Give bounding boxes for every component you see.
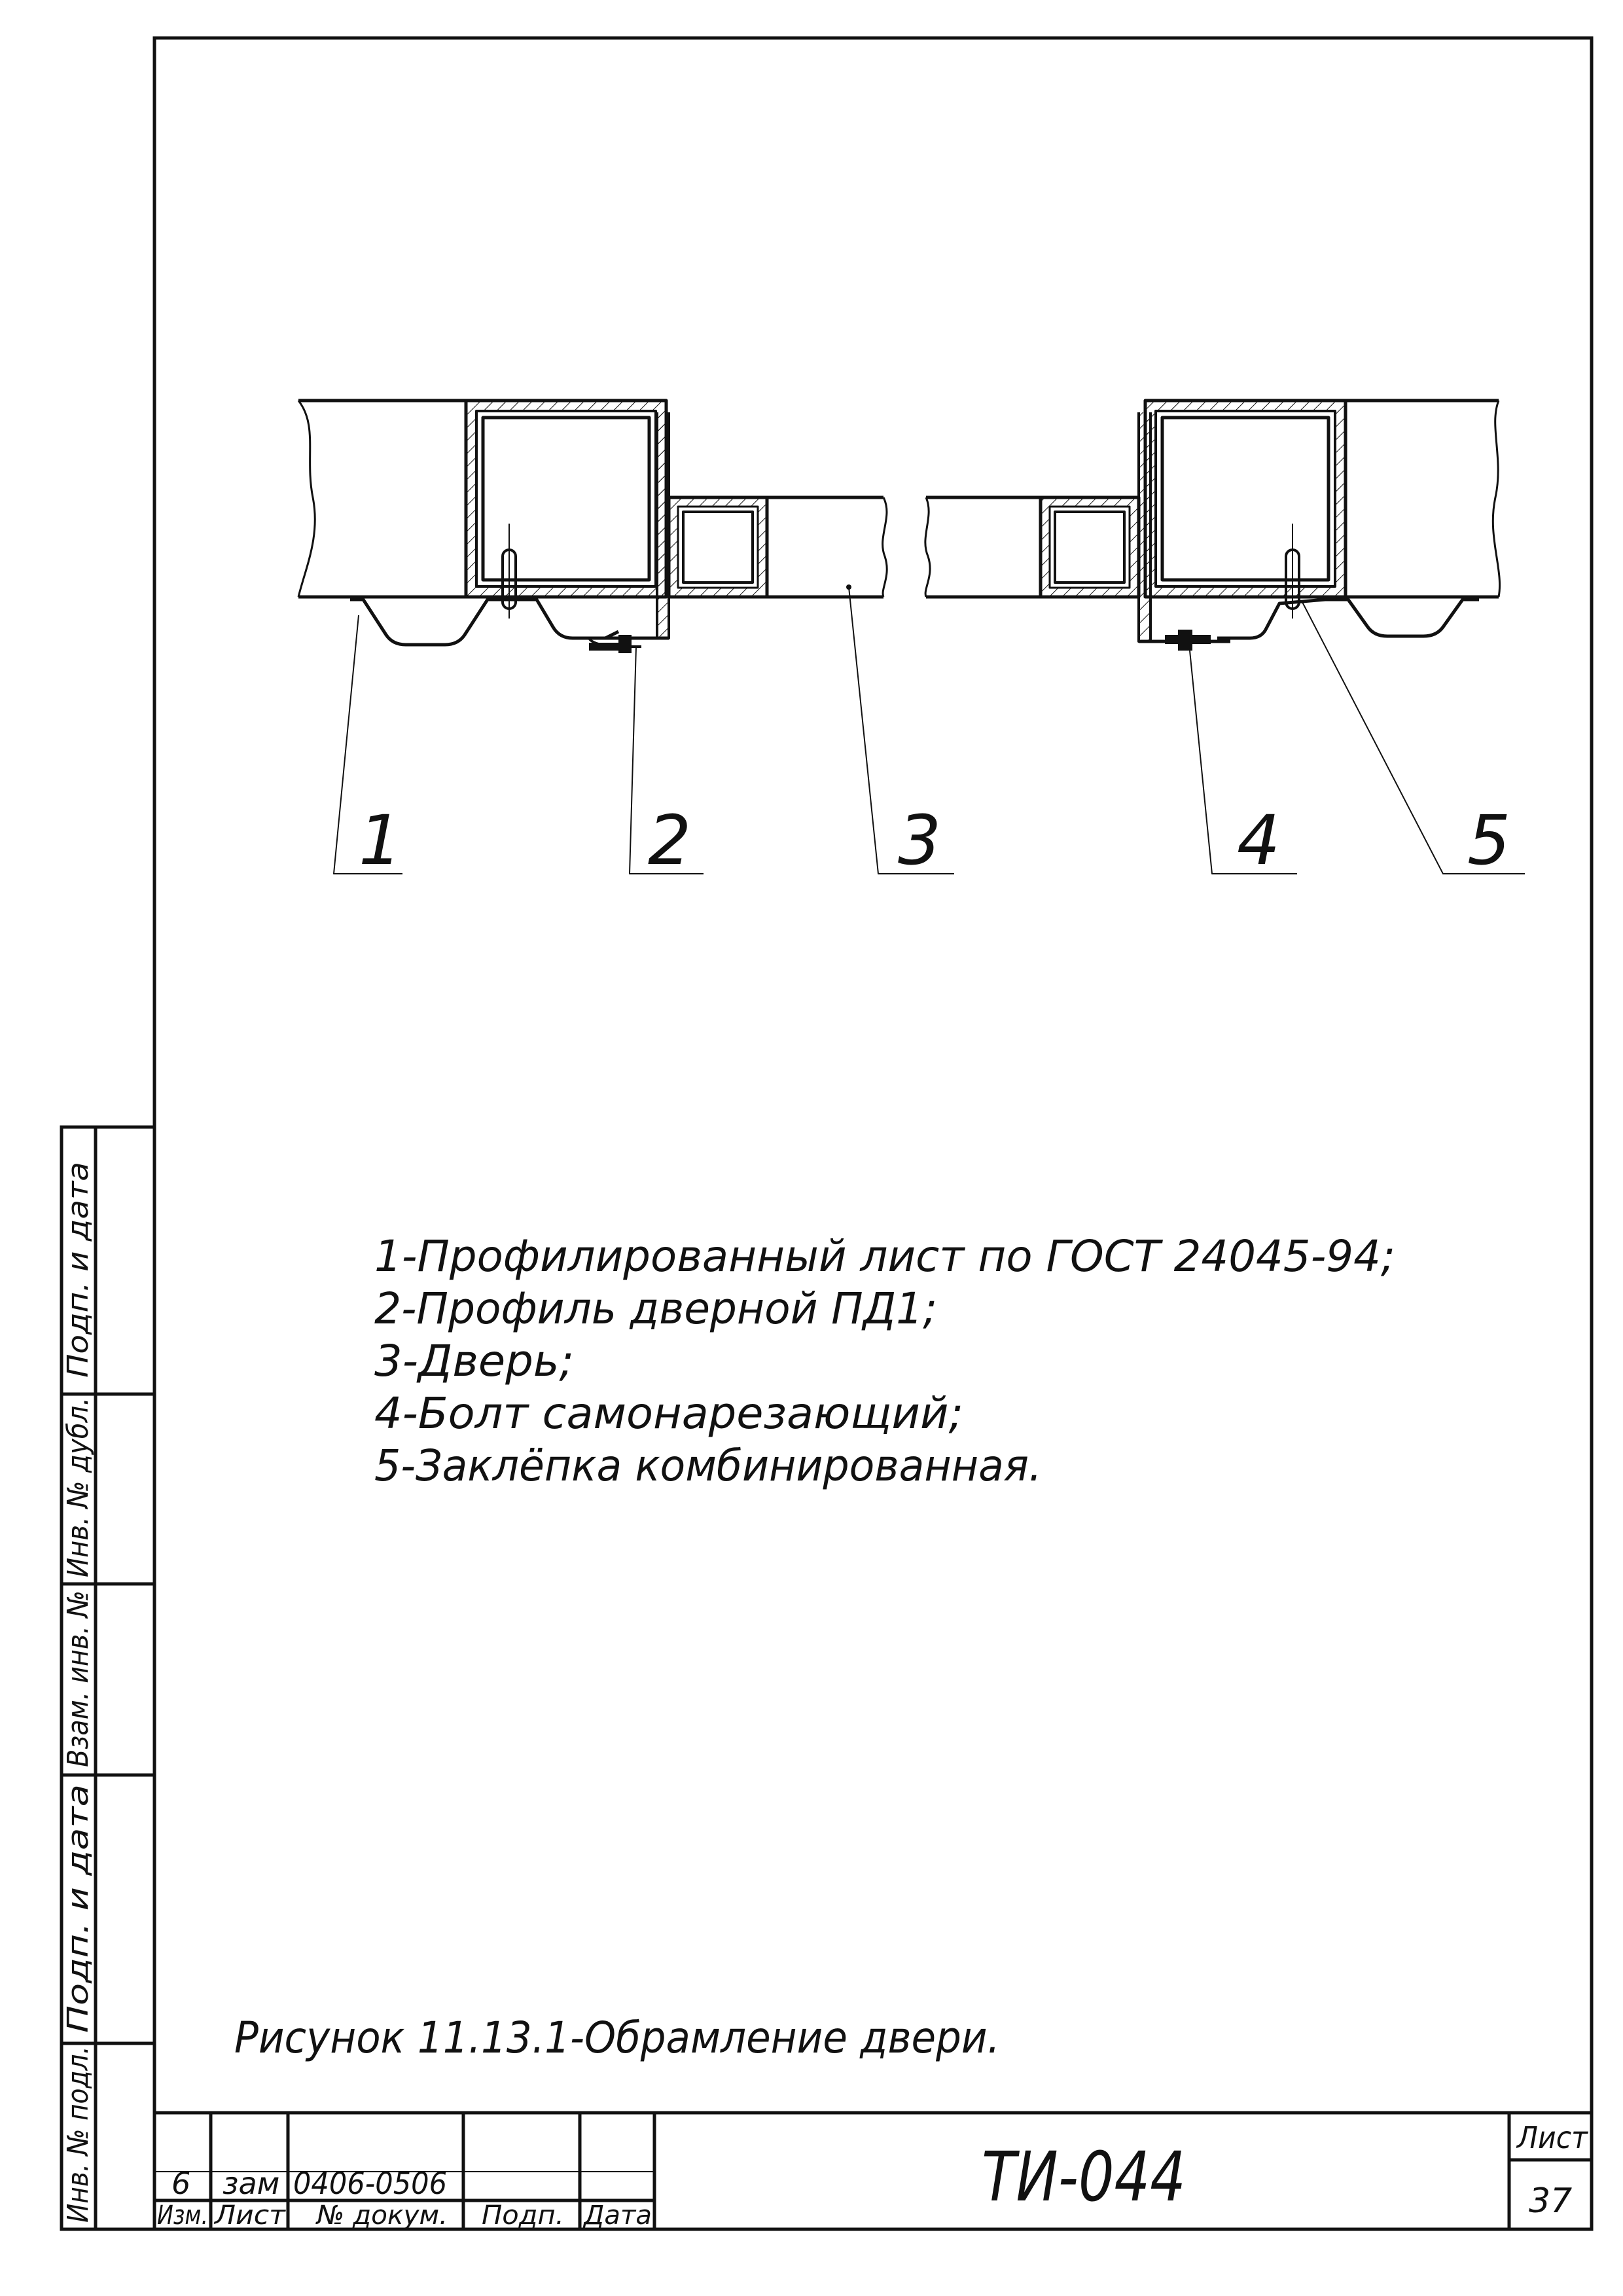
- side-stamp-podp-data-lower: Подп. и дата: [62, 1837, 95, 2033]
- callout-5: 5: [1467, 800, 1511, 880]
- legend-item: 3-Дверь;: [374, 1336, 574, 1386]
- callout-4: 4: [1237, 800, 1281, 880]
- document-code: ТИ-044: [982, 2137, 1186, 2217]
- door-leaf: [669, 497, 887, 597]
- sheet-frame: [154, 38, 1592, 2229]
- side-stamp-podp-data-upper: Подп. и дата: [62, 1181, 95, 1378]
- title-block: [154, 2113, 1592, 2231]
- sheet-label: Лист: [1516, 2120, 1589, 2155]
- side-stamp: [62, 1127, 154, 2229]
- callout-3: 3: [898, 800, 942, 880]
- legend-item: 1-Профилированный лист по ГОСТ 24045-94;: [374, 1231, 1395, 1282]
- door-leaf-right-part: [925, 497, 1139, 597]
- change-index: 6: [171, 2166, 191, 2201]
- legend-item: 2-Профиль дверной ПД1;: [374, 1283, 937, 1334]
- callout-labels: [359, 800, 1510, 880]
- header-list: Лист: [213, 2200, 287, 2231]
- legend-item: 4-Болт самонарезающий;: [374, 1388, 963, 1439]
- header-doc-no: № докум.: [315, 2200, 448, 2231]
- side-stamp-inv-podl: Инв. № подл.: [62, 2024, 95, 2223]
- header-izm: Изм.: [157, 2200, 208, 2231]
- header-date: Дата: [582, 2200, 652, 2231]
- frame-post-right: [1145, 401, 1346, 597]
- legend: [374, 1231, 1395, 1491]
- sheet-number: 37: [1529, 2181, 1573, 2221]
- side-stamp-vzam-inv: Взам. инв. №: [62, 1571, 95, 1767]
- callout-1: 1: [359, 800, 402, 880]
- change-doc-number: 0406-0506: [293, 2166, 447, 2201]
- header-sign: Подп.: [482, 2200, 564, 2231]
- figure-caption: Рисунок 11.13.1-Обрамление двери.: [234, 2013, 1000, 2063]
- side-stamp-inv-dubl: Инв. № дубл.: [62, 1380, 95, 1577]
- callout-2: 2: [648, 800, 692, 880]
- change-type: зам: [223, 2166, 280, 2201]
- legend-item: 5-Заклёпка комбинированная.: [374, 1441, 1042, 1491]
- frame-post-left: [466, 401, 666, 597]
